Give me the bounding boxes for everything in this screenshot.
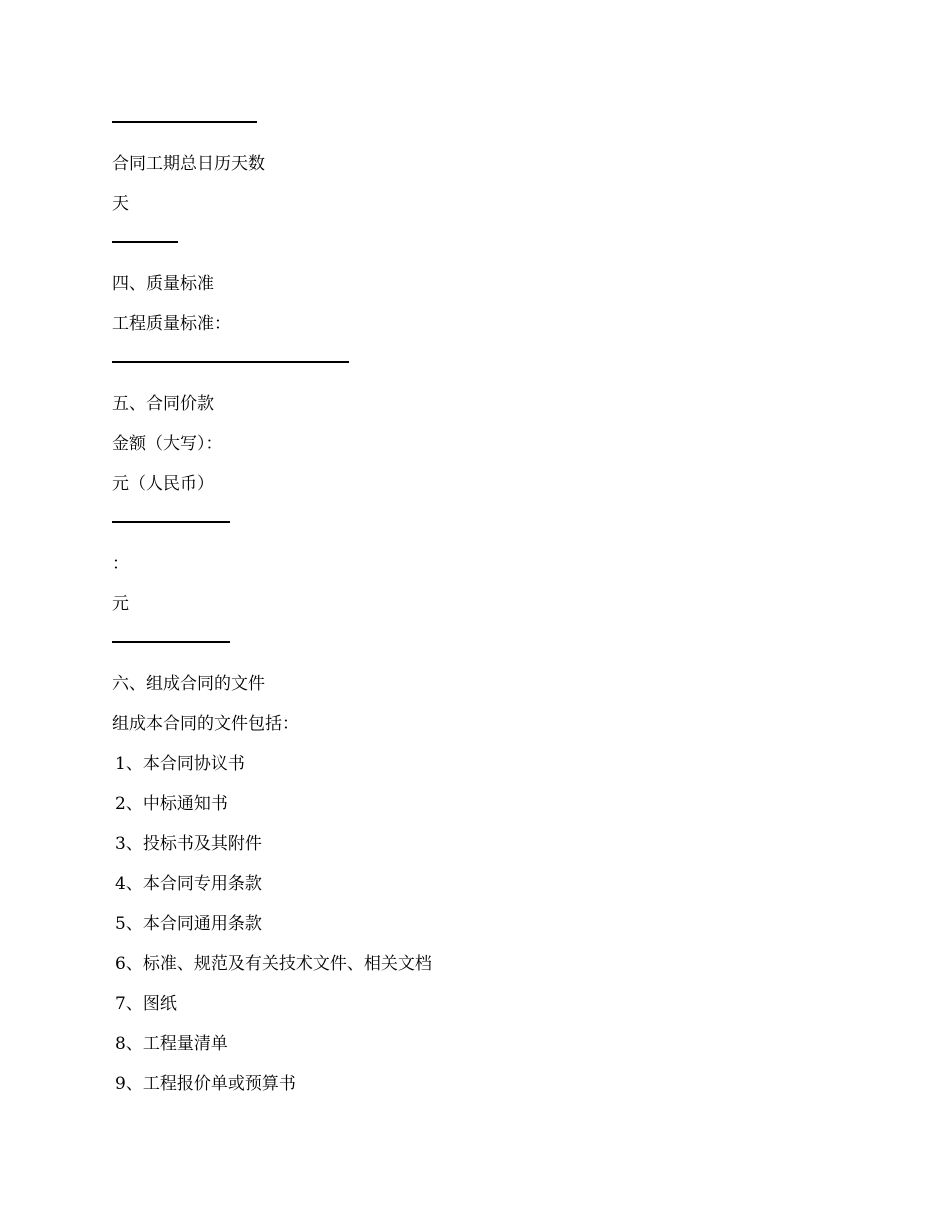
colon-label: ： (112, 554, 129, 574)
blank-underline (112, 361, 349, 363)
section-heading-documents: 六、组成合同的文件 (112, 674, 265, 694)
list-item: 7、图纸 (115, 994, 177, 1014)
blank-underline (112, 521, 230, 523)
list-item: 5、本合同通用条款 (115, 914, 262, 934)
blank-underline (112, 241, 178, 243)
list-item: 1、本合同协议书 (115, 754, 245, 774)
section-heading-quality: 四、质量标准 (112, 274, 214, 294)
blank-underline (112, 121, 257, 123)
documents-intro: 组成本合同的文件包括： (112, 714, 299, 734)
yuan-label: 元 (112, 594, 129, 614)
list-item: 8、工程量清单 (115, 1034, 228, 1054)
yuan-rmb-label: 元（人民币） (112, 474, 214, 494)
list-item: 6、标准、规范及有关技术文件、相关文档 (115, 954, 432, 974)
quality-standard-label: 工程质量标准： (112, 314, 231, 334)
amount-upper-label: 金额（大写）： (112, 434, 223, 454)
total-days-label: 合同工期总日历天数 (112, 154, 265, 174)
list-item: 2、中标通知书 (115, 794, 228, 814)
list-item: 9、工程报价单或预算书 (115, 1074, 296, 1094)
blank-underline (112, 641, 230, 643)
days-unit: 天 (112, 194, 129, 214)
list-item: 3、投标书及其附件 (115, 834, 262, 854)
section-heading-price: 五、合同价款 (112, 394, 214, 414)
list-item: 4、本合同专用条款 (115, 874, 262, 894)
